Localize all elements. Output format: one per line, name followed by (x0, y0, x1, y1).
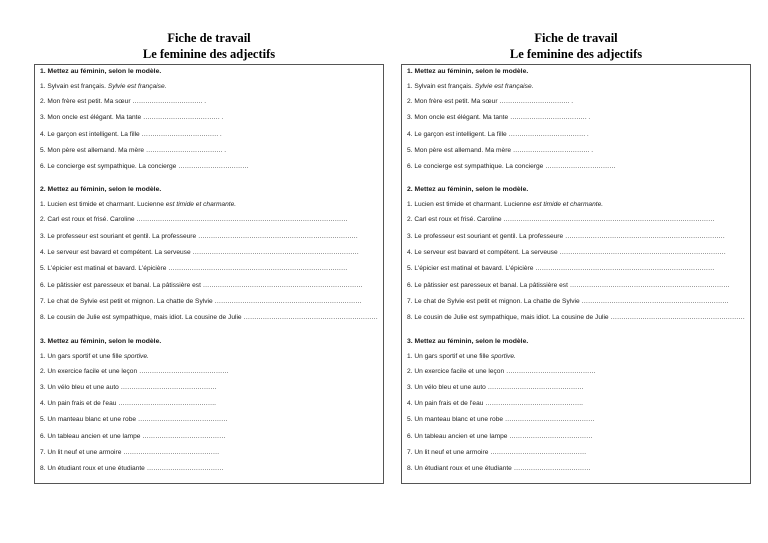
exercise-line (40, 278, 379, 294)
exercise-prompt: 2. Un exercice facile et une leçon (40, 367, 139, 375)
exercise-prompt: 6. Le pâtissier est paresseux et banal. La pâtissière est (407, 281, 570, 289)
answer-blank: ……………………………… . (145, 146, 226, 154)
answer-blank: ………………………………………………………………… (569, 281, 730, 289)
answer-blank: ……………………………… (513, 465, 591, 473)
exercise-line (40, 143, 379, 159)
exercise-line (40, 350, 379, 364)
section-spacer (407, 327, 746, 337)
exercise-line (40, 229, 379, 245)
exercise-prompt: 6. Le concierge est sympathique. La concierge (40, 163, 179, 171)
exercise-line (407, 461, 746, 477)
exercise-line (407, 127, 746, 143)
answer-blank: ………………………………………………………………………… (168, 265, 348, 273)
worksheet-title: Fiche de travail (534, 31, 618, 45)
answer-blank: …………………………… . (132, 98, 206, 105)
exercise-prompt: 5. Mon père est allemand. Ma mère (40, 146, 146, 154)
exercise-box (34, 64, 384, 484)
exercise-line (40, 412, 379, 428)
exercise-line (40, 110, 379, 126)
exercise-prompt: 6. Le concierge est sympathique. La concierge (407, 163, 546, 171)
exercise-prompt: 4. Le garçon est intelligent. La fille (40, 130, 142, 138)
worksheet-title: Fiche de travail (167, 31, 251, 45)
exercise-line (407, 80, 746, 94)
answer-blank: …………………………………… (137, 416, 228, 424)
model-answer: Sylvie est française. (474, 83, 534, 90)
exercise-line (40, 245, 379, 261)
exercise-prompt: 2. Carl est roux et frisé. Caroline (407, 216, 504, 224)
answer-blank: …………………………………………………………… (581, 297, 729, 305)
exercise-prompt: 7. Le chat de Sylvie est petit et mignon. La chatte de Sylvie (407, 297, 582, 305)
answer-blank: ……………………………………… (490, 449, 587, 457)
answer-blank: ………………………………… (142, 432, 226, 440)
exercise-prompt: 1. Un gars sportif et une fille (407, 352, 491, 360)
exercise-line (40, 396, 379, 412)
exercise-line (407, 310, 746, 326)
exercise-line (407, 396, 746, 412)
answer-blank: ……………………………………………………… (243, 314, 378, 322)
answer-blank: ……………………………………… (120, 383, 217, 391)
answer-blank: ………………………………………………………………… (564, 232, 725, 240)
answer-blank: ………………………………………. (485, 400, 583, 408)
answer-blank: ………………………………………. (118, 400, 216, 408)
exercise-line (407, 412, 746, 428)
exercise-line (407, 229, 746, 245)
exercise-prompt: 3. Mon oncle est élégant. Ma tante (407, 114, 510, 122)
exercise-line (40, 294, 379, 310)
section-spacer (40, 175, 379, 185)
exercise-prompt: 1. Sylvain est français. (407, 83, 475, 90)
exercise-prompt: 6. Un tableau ancien et une lampe (40, 432, 143, 440)
exercise-line (407, 350, 746, 364)
exercise-line (40, 461, 379, 477)
exercise-prompt: 1. Un gars sportif et une fille (40, 352, 124, 360)
exercise-line (40, 212, 379, 228)
answer-blank: ………………………………………………………………………… (535, 265, 715, 273)
exercise-prompt: 2. Un exercice facile et une leçon (407, 367, 506, 375)
answer-blank: ……………………………… . (141, 130, 222, 138)
exercise-line (40, 159, 379, 175)
exercise-prompt: 7. Le chat de Sylvie est petit et mignon. La chatte de Sylvie (40, 297, 215, 305)
section-heading: 1. Mettez au féminin, selon le modèle. (40, 68, 162, 75)
answer-blank: …………………………………………………………………… (192, 249, 359, 257)
exercise-line (407, 143, 746, 159)
exercise-prompt: 5. Mon père est allemand. Ma mère (407, 146, 513, 154)
exercise-prompt: 2. Mon frère est petit. Ma sœur (407, 98, 500, 105)
worksheet-subtitle: Le feminine des adjectifs (142, 47, 276, 61)
answer-blank: …………………………………… (138, 367, 229, 375)
exercise-line (40, 364, 379, 380)
exercise-prompt: 1. Lucien est timide et charmant. Lucienne (40, 201, 166, 209)
exercise-line (407, 364, 746, 380)
exercise-prompt: 8. Le cousin de Julie est sympathique, mais idiot. La cousine de Julie (407, 314, 611, 322)
exercise-prompt: 4. Le garçon est intelligent. La fille (407, 130, 509, 138)
exercise-prompt: 4. Le serveur est bavard et compétent. La serveuse (407, 249, 560, 257)
exercise-prompt: 7. Un lit neuf et une armoire (40, 449, 124, 457)
exercise-prompt: 8. Un étudiant roux et une étudiante (407, 465, 514, 473)
exercise-prompt: 6. Un tableau ancien et une lampe (407, 432, 510, 440)
exercise-prompt: 8. Un étudiant roux et une étudiante (40, 465, 147, 473)
exercise-line (40, 94, 379, 110)
exercise-prompt: 4. Un pain frais et de l'eau (407, 400, 486, 408)
exercise-prompt: 5. Un manteau blanc et une robe (407, 416, 505, 424)
exercise-line (407, 294, 746, 310)
exercise-prompt: 3. Le professeur est souriant et gentil. La professeure (40, 232, 198, 240)
answer-blank: …………………………………………………………… (214, 297, 362, 305)
exercise-prompt: 8. Le cousin de Julie est sympathique, mais idiot. La cousine de Julie (40, 314, 244, 322)
answer-blank: ……………………………………………………………………………………… (503, 216, 715, 224)
model-answer: Sylvie est française. (107, 83, 167, 90)
exercise-line (40, 80, 379, 94)
answer-blank: …………………………………………………………………… (559, 249, 726, 257)
exercise-line (40, 127, 379, 143)
section-heading: 3. Mettez au féminin, selon le modèle. (40, 337, 162, 345)
exercise-line (407, 380, 746, 396)
exercise-line (407, 445, 746, 461)
section-heading: 2. Mettez au féminin, selon le modèle. (407, 186, 529, 194)
exercise-prompt: 2. Carl est roux et frisé. Caroline (40, 216, 137, 224)
exercise-prompt: 3. Mon oncle est élégant. Ma tante (40, 114, 143, 122)
answer-blank: ……………………………… . (512, 146, 593, 154)
worksheet-left (34, 30, 384, 484)
exercise-prompt: 6. Le pâtissier est paresseux et banal. La pâtissière est (40, 281, 203, 289)
answer-blank: ……………………………… . (143, 114, 223, 122)
exercise-prompt: 7. Un lit neuf et une armoire (407, 449, 491, 457)
exercise-line (407, 245, 746, 261)
answer-blank: ……………………………… . (510, 114, 590, 122)
answer-blank: ……………………………………… (487, 383, 584, 391)
model-answer: sportive. (490, 352, 516, 360)
section-heading: 3. Mettez au féminin, selon le modèle. (407, 337, 529, 345)
model-answer: sportive. (123, 352, 149, 360)
exercise-line (40, 310, 379, 326)
answer-blank: …………………………… (178, 163, 249, 171)
exercise-prompt: 3. Un vélo bleu et une auto (40, 383, 121, 391)
answer-blank: ………………………………………………………………… (197, 232, 358, 240)
exercise-line (407, 429, 746, 445)
answer-blank: ………………………………………………………………… (202, 281, 363, 289)
section-heading: 1. Mettez au féminin, selon le modèle. (407, 68, 529, 75)
exercise-line (40, 445, 379, 461)
answer-blank: ………………………………… (509, 432, 593, 440)
exercise-line (40, 380, 379, 396)
model-answer: est timide et charmante. (532, 201, 604, 209)
exercise-line (407, 198, 746, 212)
answer-blank: ……………………………………………………………………………………… (136, 216, 348, 224)
worksheet-subtitle: Le feminine des adjectifs (509, 47, 643, 61)
exercise-prompt: 1. Lucien est timide et charmant. Lucienne (407, 201, 533, 209)
answer-blank: …………………………… . (499, 98, 573, 105)
exercise-prompt: 5. Un manteau blanc et une robe (40, 416, 138, 424)
exercise-line (40, 198, 379, 212)
exercise-prompt: 3. Le professeur est souriant et gentil. La professeure (407, 232, 565, 240)
exercise-line (407, 261, 746, 277)
exercise-line (40, 261, 379, 277)
exercise-box (401, 64, 751, 484)
worksheet-right (401, 30, 751, 484)
exercise-line (407, 110, 746, 126)
exercise-prompt: 4. Le serveur est bavard et compétent. La serveuse (40, 249, 193, 257)
exercise-line (407, 278, 746, 294)
answer-blank: ……………………………………… (123, 449, 220, 457)
section-heading: 2. Mettez au féminin, selon le modèle. (40, 186, 162, 194)
exercise-line (407, 212, 746, 228)
exercise-line (40, 429, 379, 445)
section-spacer (40, 327, 379, 337)
exercise-prompt: 2. Mon frère est petit. Ma sœur (40, 98, 133, 105)
answer-blank: ……………………………… (146, 465, 224, 473)
exercise-prompt: 4. Un pain frais et de l'eau (40, 400, 119, 408)
answer-blank: …………………………… (545, 163, 616, 171)
exercise-line (407, 94, 746, 110)
exercise-prompt: 3. Un vélo bleu et une auto (407, 383, 488, 391)
exercise-prompt: 1. Sylvain est français. (40, 83, 108, 90)
exercise-prompt: 5. L'épicier est matinal et bavard. L'épicière (407, 265, 536, 273)
exercise-line (407, 159, 746, 175)
answer-blank: …………………………………… (505, 367, 596, 375)
exercise-prompt: 5. L'épicier est matinal et bavard. L'épicière (40, 265, 169, 273)
answer-blank: ……………………………… . (508, 130, 589, 138)
answer-blank: ……………………………………………………… (610, 314, 745, 322)
section-spacer (407, 175, 746, 185)
answer-blank: …………………………………… (504, 416, 595, 424)
model-answer: est timide et charmante. (165, 201, 237, 209)
